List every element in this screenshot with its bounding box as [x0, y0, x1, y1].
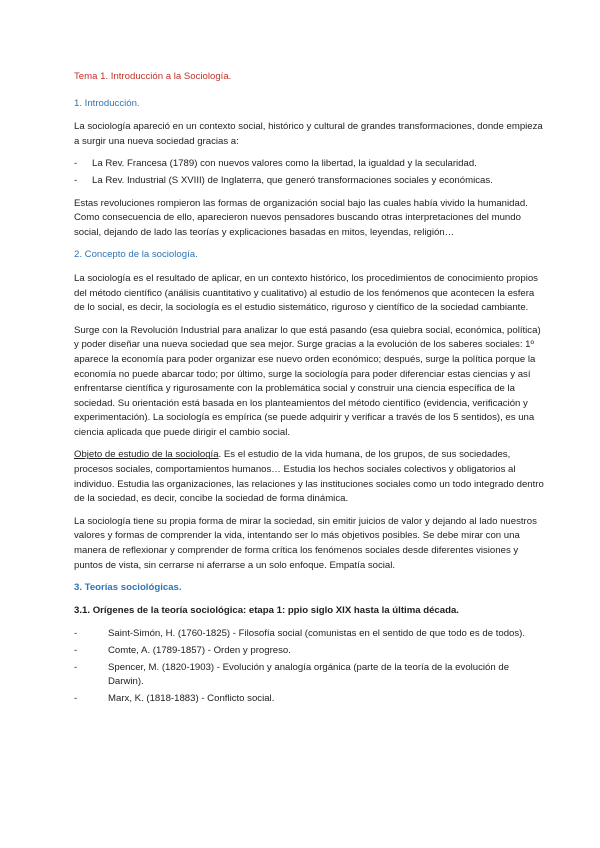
dash-marker: -: [74, 645, 78, 656]
list-item: - Saint-Simón, H. (1760-1825) - Filosofía social (comunistas en el sentido de que todo es de todos).: [74, 627, 546, 642]
list-item: - Spencer, M. (1820-1903) - Evolución y analogía orgánica (parte de la teoría de la evolución de Darwin).: [74, 661, 510, 688]
dash-marker: -: [74, 661, 78, 673]
list-item: - La Rev. Industrial (S XVIII) de Inglaterra, que generó transformaciones sociales y económicas.: [74, 174, 546, 189]
paragraph: Surge con la Revolución Industrial para analizar lo que está pasando (esa quiebra social, económica, política) y poder diseñar una nueva sociedad que sea mejor. Surge gracias a la evolución de los saberes sociales: 1º aparece la economía para poder organizar ese nuevo orden económico; después, surge la política porque la economía no puede abarcar todo; por último, surge la sociología para poder diferenciar estas ciencias y así enfrentarse científica y rigurosamente con la problemática social y construir una ciencia específica de la sociedad. Su orientación está basada en los planteamientos del método científico (evidencia, verificación y experimentación). La sociología es empírica (se puede adquirir y verificar a través de los 5 sentidos), es una ciencia aplicada que puede dirigir el cambio social.: [74, 324, 541, 438]
paragraph: La sociología tiene su propia forma de mirar la sociedad, sin emitir juicios de valor y dejando al lado nuestros valores y formas de comprender la vida, intentando ser lo más objetivos posibles. Se debe mirar con una manera de reflexionar y comprender de forma crítica los fenómenos sociales desde diferentes visiones y puntos de vista, sin cerrarse ni aferrarse a un solo enfoque. Empatía social.: [74, 515, 537, 571]
section-heading-concepto: 2. Concepto de la sociología.: [74, 249, 198, 261]
section-heading-teorias: 3. Teorías sociológicas.: [74, 582, 182, 594]
paragraph: La sociología es el resultado de aplicar, en un contexto histórico, los procedimientos de conocimiento propios del método científico (análisis cuantitativo y cualitativo) al estudio de los fenómenos que acontecen la esfera de lo social, es decir, la sociología es el estudio sistemático, riguroso y científico de la sociedad cambiante.: [74, 272, 538, 314]
list-item: - La Rev. Francesa (1789) con nuevos valores como la libertad, la igualdad y la secularidad.: [74, 157, 546, 172]
dash-marker: -: [74, 628, 78, 640]
dash-marker: -: [74, 158, 78, 170]
document-title: Tema 1. Introducción a la Sociología.: [74, 71, 232, 82]
paragraph: Estas revoluciones rompieron las formas de organización social bajo las cuales había vivido la humanidad. Como consecuencia de ello, aparecieron nuevos pensadores buscando otras interpretaciones del mundo social, dejando de lado las teorías y explicaciones basadas en mitos, leyendas, religión…: [74, 197, 528, 238]
dash-marker: -: [74, 692, 78, 704]
paragraph: La sociología apareció en un contexto social, histórico y cultural de grandes transformaciones, donde empieza a surgir una nueva sociedad gracias a:: [74, 121, 543, 147]
paragraph-objeto: Objeto de estudio de la sociología. Es el estudio de la vida humana, de los grupos, de sus sociedades, procesos sociales, comportamientos humanos… Estudia los hechos sociales colectivos y obligatorios al individuo. Estudia las organizaciones, las relaciones y las instituciones sociales como un todo integrado dentro de la sociedad, es decir, concibe la sociedad de forma dinámica.: [74, 449, 544, 505]
underlined-term: Objeto de estudio de la sociología: [74, 449, 219, 461]
dash-marker: -: [74, 174, 78, 186]
list-item: - Comte, A. (1789-1857) - Orden y progreso.: [74, 644, 546, 659]
section-heading-introduccion: 1. Introducción.: [74, 97, 140, 109]
bullet-list-revoluciones: [74, 157, 546, 188]
subsection-heading: 3.1. Orígenes de la teoría sociológica: etapa 1: ppio siglo XIX hasta la última década.: [74, 604, 459, 616]
list-item: - Marx, K. (1818-1883) - Conflicto social.: [74, 692, 546, 707]
bullet-list-autores: [74, 627, 546, 706]
